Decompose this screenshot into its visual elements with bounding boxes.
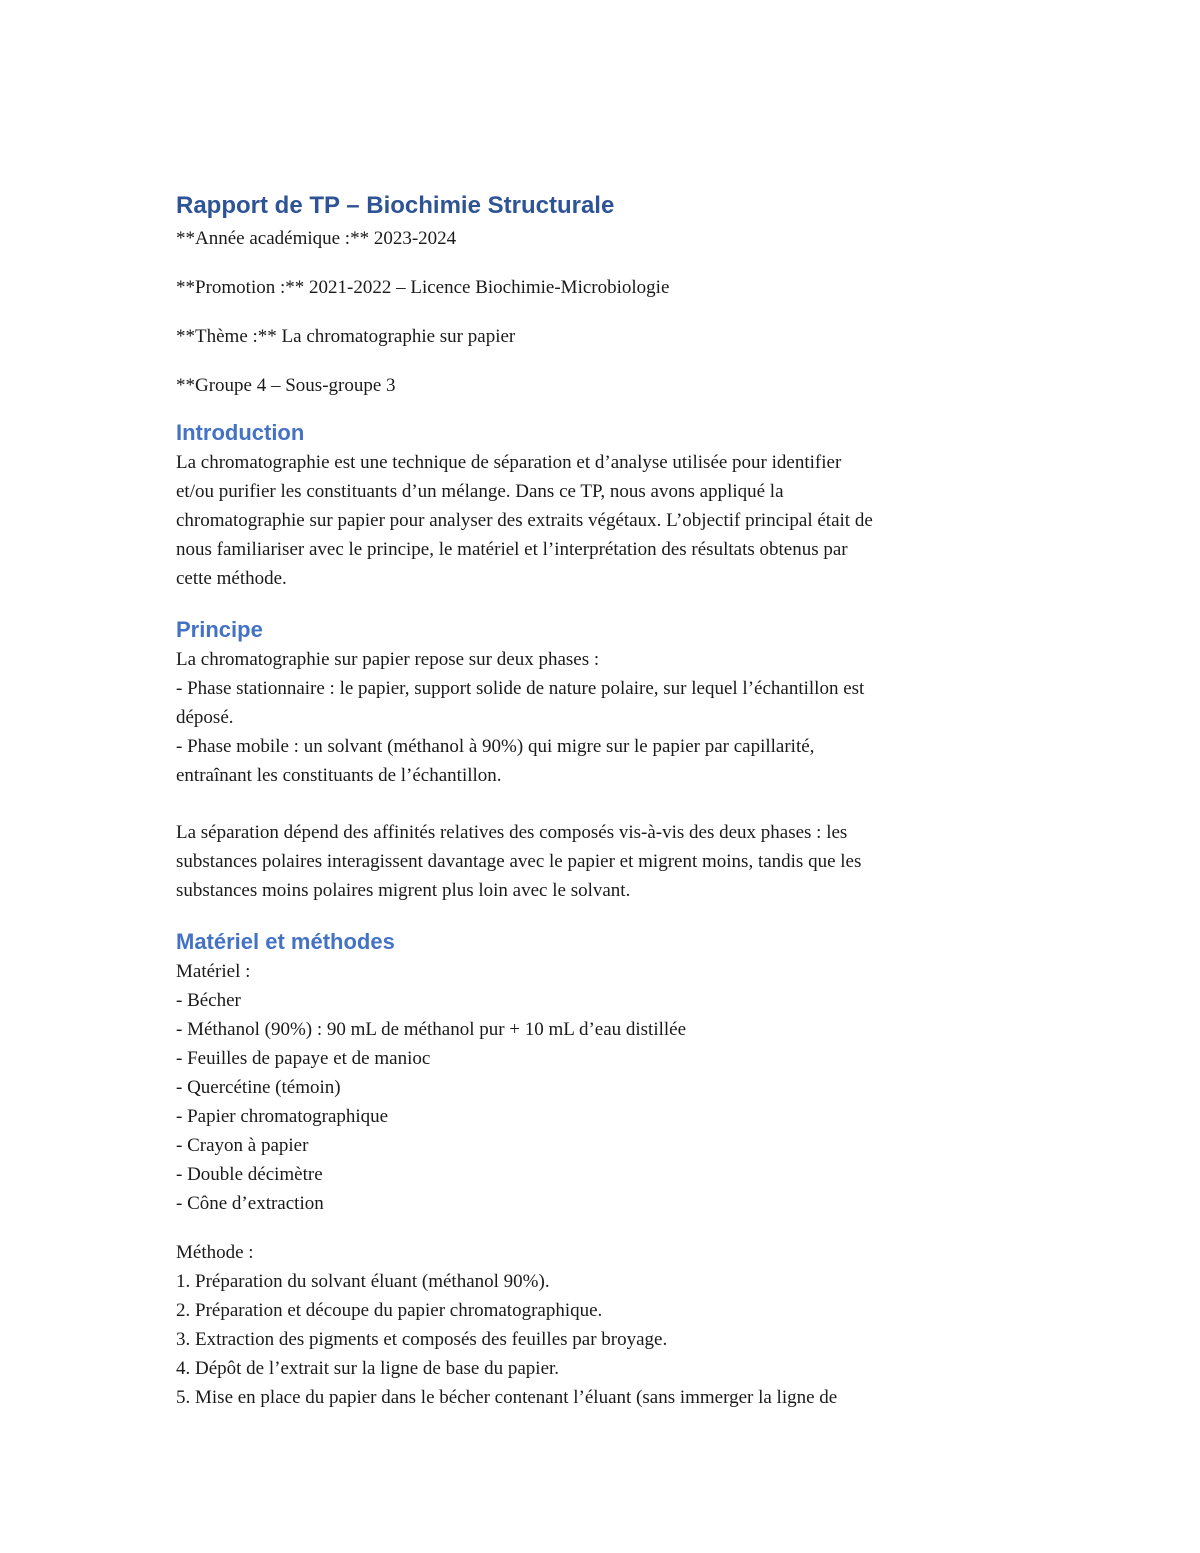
list-item: 4. Dépôt de l’extrait sur la ligne de base du papier. <box>176 1358 560 1379</box>
text-line: La chromatographie est une technique de séparation et d’analyse utilisée pour identifier <box>176 452 842 473</box>
list-item: Méthode : <box>176 1242 254 1263</box>
list-item: - Crayon à papier <box>176 1135 309 1156</box>
text-line: déposé. <box>176 707 234 728</box>
list-item: 1. Préparation du solvant éluant (méthanol 90%). <box>176 1271 550 1292</box>
principe-separation-paragraph <box>176 818 1036 905</box>
text-line: La séparation dépend des affinités relatives des composés vis-à-vis des deux phases : les <box>176 822 848 843</box>
meta-promotion: **Promotion :** 2021-2022 – Licence Biochimie-Microbiologie <box>176 277 670 298</box>
document-title: Rapport de TP – Biochimie Structurale <box>176 192 615 219</box>
heading-principe: Principe <box>176 617 263 642</box>
list-item: - Quercétine (témoin) <box>176 1077 341 1098</box>
text-line: substances moins polaires migrent plus loin avec le solvant. <box>176 880 631 901</box>
document-body <box>176 190 1036 1412</box>
list-item: - Bécher <box>176 990 241 1011</box>
text-line: chromatographie sur papier pour analyser des extraits végétaux. L’objectif principal était de <box>176 510 873 531</box>
text-line: - Phase stationnaire : le papier, support solide de nature polaire, sur lequel l’échantillon est <box>176 678 865 699</box>
methode-list <box>176 1238 1036 1412</box>
list-item: - Feuilles de papaye et de manioc <box>176 1048 431 1069</box>
text-line: cette méthode. <box>176 568 287 589</box>
list-item: 2. Préparation et découpe du papier chromatographique. <box>176 1300 603 1321</box>
text-line: entraînant les constituants de l’échantillon. <box>176 765 502 786</box>
introduction-paragraph <box>176 448 1036 593</box>
principe-paragraph <box>176 645 1036 790</box>
list-item: Matériel : <box>176 961 251 982</box>
meta-theme: **Thème :** La chromatographie sur papier <box>176 326 516 347</box>
materiel-list <box>176 957 1036 1218</box>
text-line: La chromatographie sur papier repose sur deux phases : <box>176 649 600 670</box>
heading-introduction: Introduction <box>176 420 305 445</box>
text-line: nous familiariser avec le principe, le matériel et l’interprétation des résultats obtenus par <box>176 539 848 560</box>
list-item: 3. Extraction des pigments et composés des feuilles par broyage. <box>176 1329 668 1350</box>
meta-academic-year: **Année académique :** 2023-2024 <box>176 228 457 249</box>
meta-group: **Groupe 4 – Sous-groupe 3 <box>176 375 396 396</box>
list-item: - Double décimètre <box>176 1164 323 1185</box>
list-item: - Méthanol (90%) : 90 mL de méthanol pur + 10 mL d’eau distillée <box>176 1019 687 1040</box>
text-line: - Phase mobile : un solvant (méthanol à 90%) qui migre sur le papier par capillarité, <box>176 736 815 757</box>
list-item: - Papier chromatographique <box>176 1106 389 1127</box>
list-item: - Cône d’extraction <box>176 1193 324 1214</box>
heading-materiel-methodes: Matériel et méthodes <box>176 929 395 954</box>
text-line: et/ou purifier les constituants d’un mélange. Dans ce TP, nous avons appliqué la <box>176 481 784 502</box>
list-item: 5. Mise en place du papier dans le bécher contenant l’éluant (sans immerger la ligne de <box>176 1387 838 1408</box>
text-line: substances polaires interagissent davantage avec le papier et migrent moins, tandis que les <box>176 851 862 872</box>
